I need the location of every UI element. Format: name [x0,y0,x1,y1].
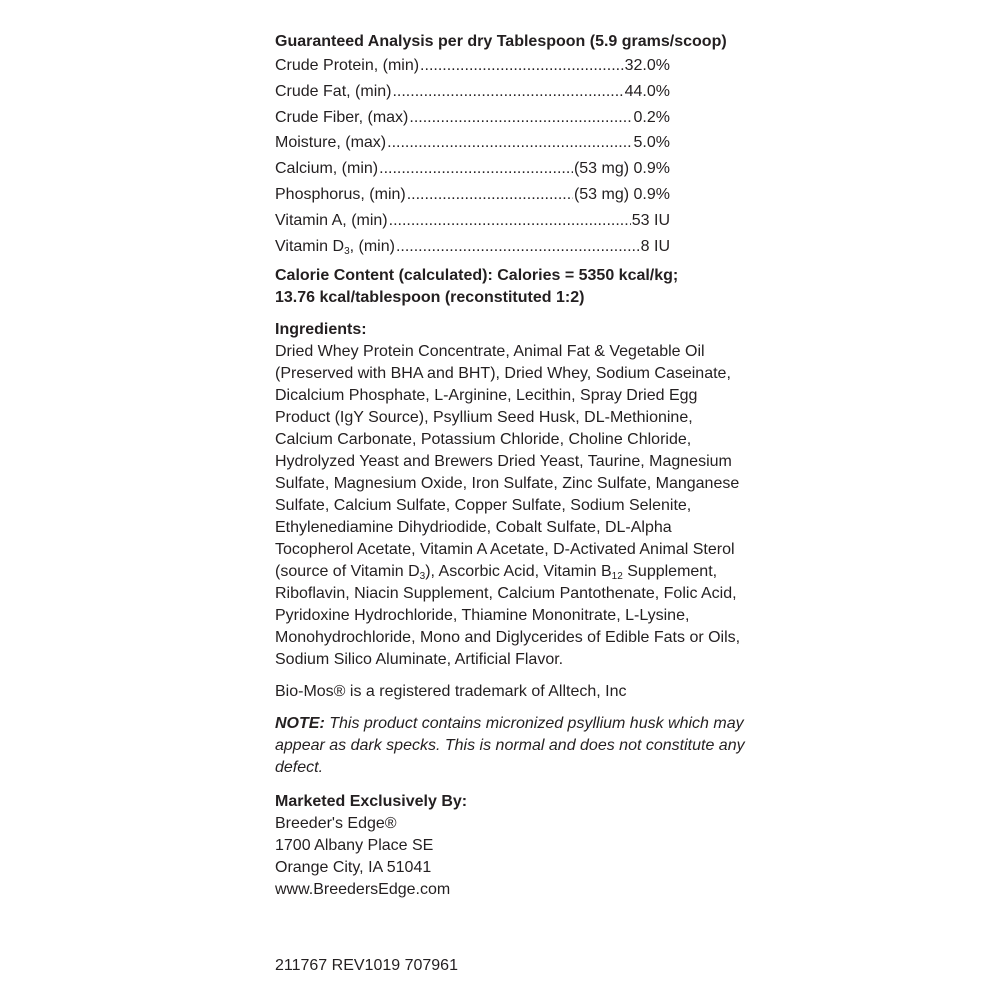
analysis-row [275,208,670,234]
city-state-zip: Orange City, IA 51041 [275,859,432,877]
analysis-row-name: Phosphorus, (min) [275,185,406,203]
analysis-row-name: Moisture, (max) [275,134,387,152]
marketed-by-block [275,791,745,901]
ingredients-text: Dried Whey Protein Concentrate, Animal Fat & Vegetable Oil (Preserved with BHA and BHT), Dried Whey, Sodium Caseinate, Dicalcium Phosphate, L-Arginine, Lecithin, Spray Dried Egg Product (IgY Source), Psyllium Seed Husk, DL-Methionine, Calcium Carbonate, Potassium Chloride, Choline Chloride, Hydrolyzed Yeast and Brewers Dried Yeast, Taurine, Magnesium Sulfate, Magnesium Oxide, Iron Sulfate, Zinc Sulfate, Manganese Sulfate, Calcium Sulfate, Copper Sulfate, Sodium Selenite, Ethylenediamine Dihydriodide, Cobalt Sulfate, DL-Alpha Tocopherol Acetate, Vitamin A Acetate, D-Activated Animal Sterol (source of Vitamin $D_3$), Ascorbic Acid, Vitamin $B_{12}$ Supplement, Riboflavin, Niacin Supplement, Calcium Pantothenate, Folic Acid, Pyridoxine Hydrochloride, Thiamine Mononitrate, L-Lysine, Monohydrochloride, Mono and Diglycerides of Edible Fats or Oils, Sodium Silico Aluminate, Artificial Flavor. [275,343,741,669]
marketed-heading: Marketed Exclusively By: [275,793,468,811]
analysis-row [275,234,670,260]
analysis-row-value: 8 IU [640,237,670,255]
leader-dots [409,105,632,131]
analysis-row-name: Calcium, (min) [275,160,379,178]
leader-dots [387,130,632,156]
analysis-row-name: Crude Fiber, (max) [275,108,409,126]
analysis-row-value: 53 IU [631,211,670,229]
analysis-row-value: 5.0% [633,134,670,152]
analysis-row-value: (53 mg) 0.9% [573,185,670,203]
analysis-row [275,182,670,208]
analysis-row [275,156,670,182]
guaranteed-analysis-title: Guaranteed Analysis per dry Tablespoon (5.9 grams/scoop) [275,33,727,50]
leader-dots [392,79,623,105]
guaranteed-analysis-table [275,53,670,259]
analysis-row-value: 32.0% [624,57,670,74]
leader-dots [396,234,640,260]
calorie-line-2: 13.76 kcal/tablespoon (reconstituted 1:2) [275,289,585,307]
analysis-row-name: Crude Fat, (min) [275,82,392,100]
note-text: This product contains micronized psyllium husk which may appear as dark specks. This is normal and does not constitute any defect. [275,715,745,777]
analysis-row-value: 0.2% [633,108,670,126]
product-code: 211767 REV1019 707961 [275,957,458,974]
analysis-row-name: Crude Protein, (min) [275,57,420,74]
analysis-row-value: (53 mg) 0.9% [573,160,670,178]
trademark-notice: Bio-Mos® is a registered trademark of Alltech, Inc [275,683,627,701]
analysis-row [275,105,670,131]
analysis-row-name: Vitamin A, (min) [275,211,388,229]
analysis-row [275,53,670,79]
product-label [275,31,745,901]
leader-dots [407,182,573,208]
leader-dots [389,208,631,234]
website-url[interactable]: www.BreedersEdge.com [275,881,451,899]
analysis-row-name: Vitamin $D_3$, (min) [275,237,395,257]
leader-dots [420,53,624,79]
company-name: Breeder's Edge® [275,815,397,833]
analysis-row [275,130,670,156]
note-label: NOTE: [275,715,325,733]
street-address: 1700 Albany Place SE [275,837,434,855]
note-block [275,713,745,779]
analysis-row-value: 44.0% [624,82,670,100]
calorie-content [275,265,745,309]
leader-dots [379,156,573,182]
analysis-row [275,79,670,105]
calorie-line-1: Calorie Content (calculated): Calories = 5350 kcal/kg; [275,267,679,285]
ingredients-heading: Ingredients: [275,321,367,339]
